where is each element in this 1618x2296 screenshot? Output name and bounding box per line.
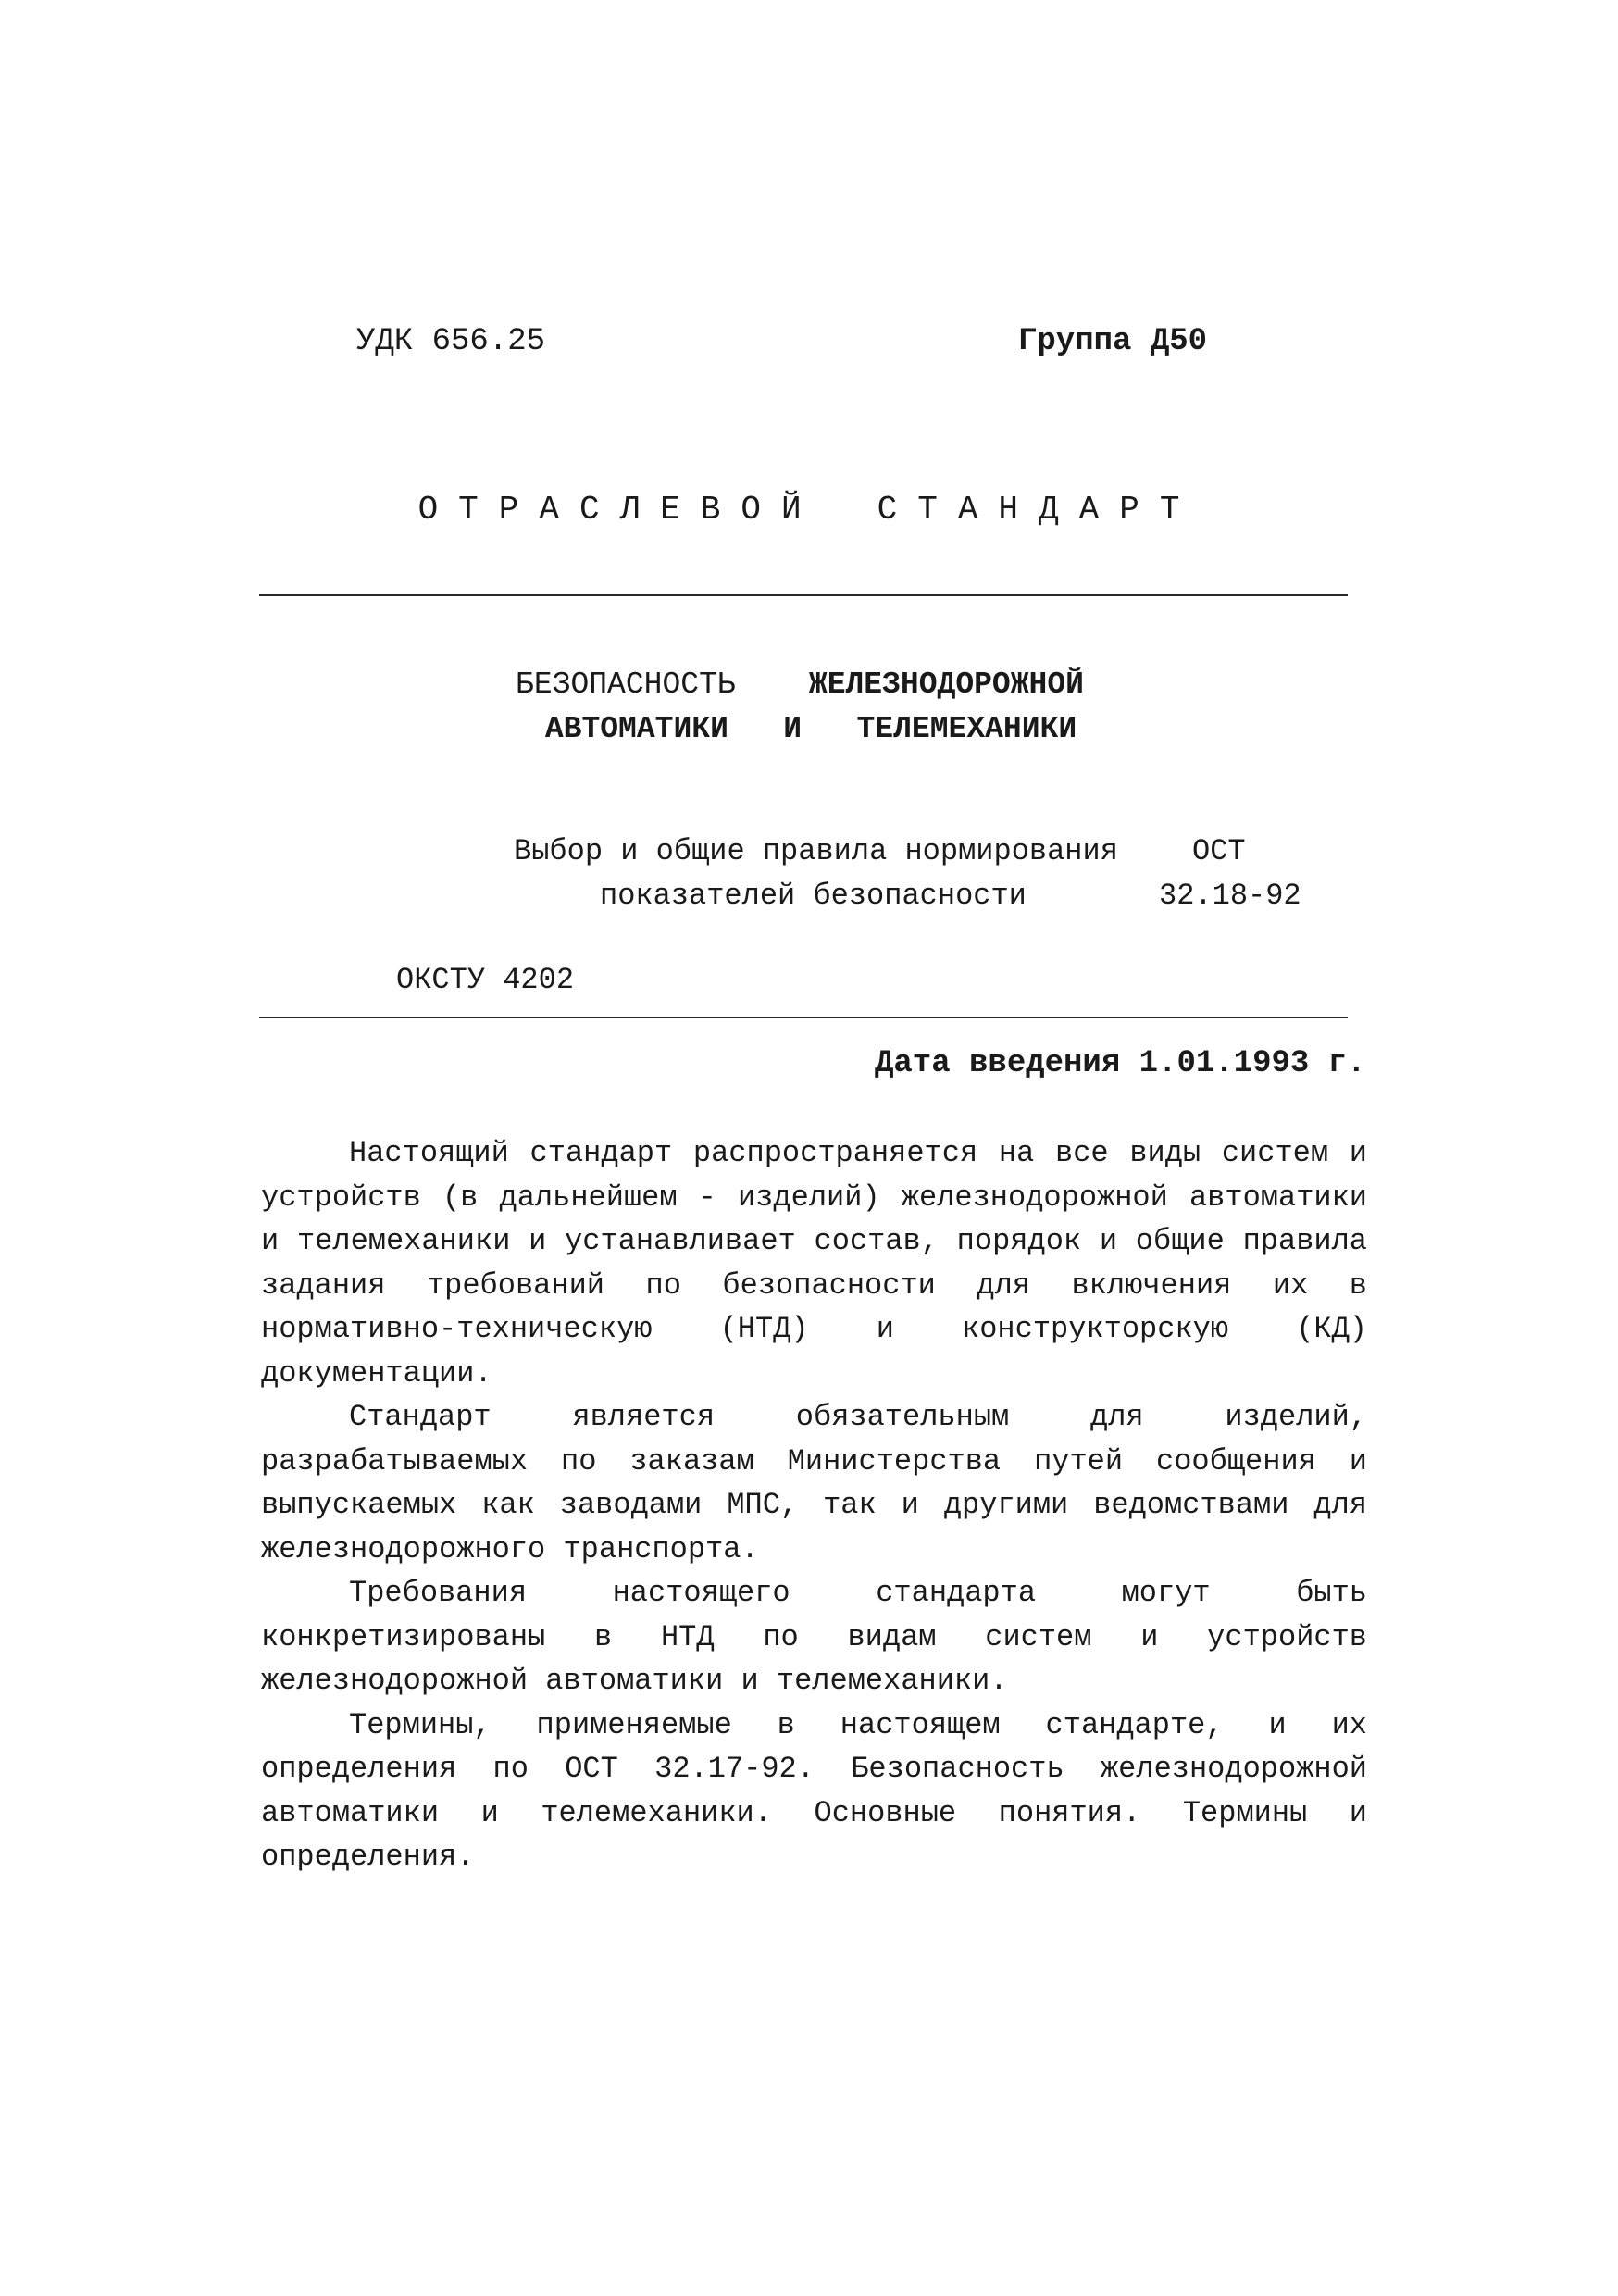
group-code: Группа Д50: [1018, 324, 1208, 359]
standard-type-title: [0, 491, 1618, 529]
subject-word-railway: ЖЕЛЕЗНОДОРОЖНОЙ: [808, 668, 1084, 702]
top-divider: [259, 594, 1348, 596]
body-text: [261, 1131, 1367, 1879]
standard-type-word2: СТАНДАРТ: [877, 491, 1201, 529]
designation-line-2: 32.18-92: [1159, 879, 1301, 913]
standard-type-word1: ОТРАСЛЕВОЙ: [417, 491, 822, 529]
bottom-divider: [259, 1017, 1348, 1018]
subject-line-1: [0, 662, 1609, 708]
paragraph-terms: Термины, применяемые в настоящем стандарте, и их определения по ОСТ 32.17-92. Безопасность железнодорожной автоматики и телемеханики. Основные понятия. Термины и определения.: [261, 1707, 1367, 1874]
designation-line-1: ОСТ: [1192, 834, 1246, 868]
udk-code: УДК 656.25: [356, 324, 546, 359]
paragraph-mandatory: Стандарт является обязательным для изделий, разрабатываемых по заказам Министерства путей сообщения и выпускаемых как заводами МПС, так и другими ведомствами для железнодорожного транспорта.: [261, 1400, 1367, 1566]
subtitle-line-1: Выбор и общие правила нормирования: [514, 834, 1118, 868]
paragraph-scope: Настоящий стандарт распространяется на все виды систем и устройств (в дальнейшем - изделий) железнодорожной автоматики и телемеханики и устанавливает состав, порядок и общие правила задания требований по безопасности для включения их в нормативно-техническую (НТД) и конструкторскую (КД) документации.: [261, 1136, 1367, 1391]
subject-word-safety: БЕЗОПАСНОСТЬ: [516, 668, 736, 702]
effective-date: Дата введения 1.01.1993 г.: [875, 1046, 1366, 1081]
okstu-code: ОКСТУ 4202: [396, 963, 575, 997]
subtitle-line-2: показателей безопасности: [600, 879, 1027, 913]
subject-line-2: АВТОМАТИКИ И ТЕЛЕМЕХАНИКИ: [544, 712, 1077, 746]
paragraph-specification: Требования настоящего стандарта могут быть конкретизированы в НТД по видам систем и устройств железнодорожной автоматики и телемеханики.: [261, 1576, 1367, 1698]
